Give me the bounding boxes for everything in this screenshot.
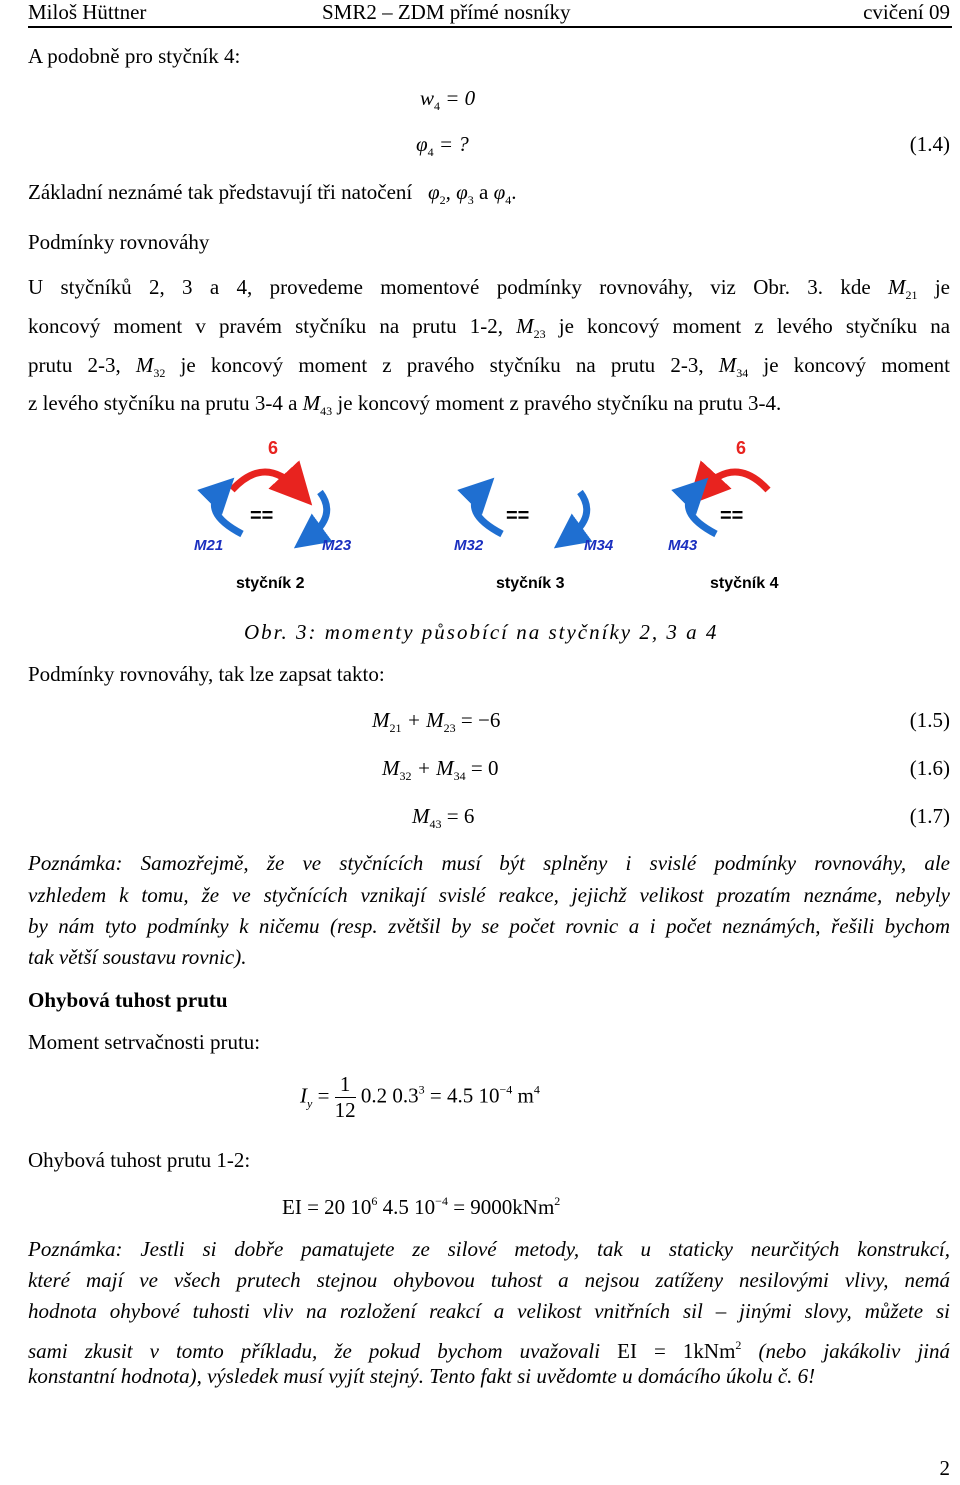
header-exercise: cvičení 09 bbox=[863, 0, 950, 24]
para1-line1: U styčníků 2, 3 a 4, provedeme momentové podmínky rovnováhy, viz Obr. 3. kde $M_{21}$ je bbox=[28, 275, 950, 302]
equals-joint3: == bbox=[506, 505, 530, 527]
joint4-label: styčník 4 bbox=[710, 575, 779, 592]
note1-line2: vzhledem k tomu, že ve styčnících vznikají svislé reakce, jejichž velikost prozatím neznáme, nebyly bbox=[28, 883, 950, 907]
moment-arrow-m32 bbox=[474, 490, 502, 534]
note1-line1: Poznámka: Samozřejmě, že ve styčnících musí být splněny i svislé podmínky rovnováhy, ale bbox=[28, 851, 950, 875]
note2-line3: hodnota ohybové tuhosti vliv na rozložení reakcí a velikost vnitřních sil – jinými slovy, můžete si bbox=[28, 1299, 950, 1323]
para1-line3a: prutu 2-3, bbox=[28, 353, 121, 377]
equilibrium-intro: Podmínky rovnováhy, tak lze zapsat takto: bbox=[28, 662, 385, 686]
unknowns-and: a bbox=[479, 180, 489, 204]
intro-text: A podobně pro styčník 4: bbox=[28, 44, 241, 68]
equation-ei-lhs: EI = 20 10 bbox=[282, 1195, 372, 1219]
equation-number-1-4: (1.4) bbox=[909, 132, 950, 156]
equation-iy-unit: m bbox=[517, 1083, 534, 1108]
load-label-joint2: 6 bbox=[268, 438, 279, 458]
label-m34: M34 bbox=[584, 537, 614, 554]
load-label-joint4: 6 bbox=[736, 438, 747, 458]
moment-arrow-m23 bbox=[308, 492, 327, 538]
equation-1-5: $M_{21} + M_{23} = -6$ bbox=[372, 708, 501, 735]
header-author: Miloš Hüttner bbox=[28, 0, 147, 24]
equation-w4: $w_4 = 0$ bbox=[420, 86, 476, 113]
note2-line4-text: sami zkusit v tomto příkladu, že pokud bychom uvažovali bbox=[28, 1339, 601, 1363]
moment-arrow-m43 bbox=[688, 490, 716, 534]
note2-line5: konstantní hodnota), výsledek musí vyjít stejný. Tento fakt si uvědomte u domácího úkolu č. 6! bbox=[28, 1364, 816, 1388]
note2-line2: které mají ve všech prutech stejnou ohybovou tuhost a nejsou zatíženy nesilovými vlivy, nemá bbox=[28, 1268, 950, 1292]
note1-line4: tak větší soustavu rovnic). bbox=[28, 945, 247, 969]
fraction-numerator: 1 bbox=[335, 1072, 356, 1098]
equals-joint4: == bbox=[720, 505, 744, 527]
moments-figure bbox=[180, 432, 800, 602]
joint3-label: styčník 3 bbox=[496, 575, 565, 592]
para1-line3b: je koncový moment z pravého styčníku na prutu 2-3, bbox=[180, 353, 704, 377]
figure-caption: Obr. 3: momenty působící na styčníky 2, 3 a 4 bbox=[244, 620, 719, 644]
para1-line2: koncový moment v pravém styčníku na prutu 1-2, $M_{23}$ je koncový moment z levého styčníku na bbox=[28, 314, 951, 341]
fraction-1-12 bbox=[335, 1072, 356, 1123]
note2-ei-value: EI = 1kNm bbox=[617, 1339, 736, 1363]
equation-1-7: $M_{43} = 6$ bbox=[412, 804, 475, 831]
moment-arrow-m21 bbox=[214, 490, 242, 534]
heading-stiffness: Ohybová tuhost prutu bbox=[28, 988, 228, 1012]
para1-line4: z levého styčníku na prutu 3-4 a $M_{43}$ je koncový moment z pravého styčníku na prutu 3-4. bbox=[28, 391, 782, 418]
load-arrow-joint2 bbox=[232, 472, 298, 490]
note2-line4-end: (nebo jakákoliv jiná bbox=[758, 1339, 951, 1363]
para1-line2b: je koncový moment z levého styčníku na bbox=[558, 314, 951, 338]
unknowns-line: Základní neznámé tak představují tři natočení $\varphi_2$, $\varphi_3$ a $\varphi_4$. bbox=[28, 180, 517, 207]
joint2-label: styčník 2 bbox=[236, 575, 305, 592]
equation-1-6-rhs: = 0 bbox=[470, 756, 499, 780]
label-m32: M32 bbox=[454, 537, 484, 554]
para1-line4a: z levého styčníku na prutu 3-4 a bbox=[28, 391, 298, 415]
label-m21: M21 bbox=[194, 537, 224, 554]
inertia-label: Moment setrvačnosti prutu: bbox=[28, 1030, 261, 1054]
equation-iy-rhs: 0.2 0.3 bbox=[360, 1083, 419, 1108]
label-m43: M43 bbox=[668, 537, 698, 554]
equation-ei: EI = 20 $10^6$ 4.5 $10^{-4} = 9000kNm^2$ bbox=[282, 1194, 561, 1219]
equation-1-7-rhs: = 6 bbox=[446, 804, 475, 828]
equation-number-1-7: (1.7) bbox=[909, 804, 950, 828]
equation-ei-result: = 9000kNm bbox=[453, 1195, 555, 1219]
unknowns-text: Základní neznámé tak představují tři natočení bbox=[28, 180, 413, 204]
equation-number-1-6: (1.6) bbox=[909, 756, 950, 780]
note2-line1: Poznámka: Jestli si dobře pamatujete ze silové metody, tak u staticky neurčitých konstrukcí, bbox=[28, 1237, 950, 1261]
equation-iy-lhs: I bbox=[300, 1083, 307, 1108]
heading-equilibrium: Podmínky rovnováhy bbox=[28, 230, 210, 254]
para1-line3: prutu 2-3, $M_{32}$ je koncový moment z pravého styčníku na prutu 2-3, $M_{34}$ je koncový moment bbox=[28, 353, 951, 380]
para1-line2a: koncový moment v pravém styčníku na prutu 1-2, bbox=[28, 314, 503, 338]
equation-iy: $I_y$ = $\frac{1}{12}$ 0.2 $0.3^3 = 4.5$ $10^{-4}$ $m^4$ bbox=[300, 1072, 540, 1122]
para1-line1-text: U styčníků 2, 3 a 4, provedeme momentové podmínky rovnováhy, viz Obr. 3. kde bbox=[28, 275, 871, 299]
moment-arrow-m34 bbox=[568, 492, 587, 538]
load-arrow-joint4 bbox=[702, 472, 768, 490]
equation-1-6: $M_{32} + M_{34} = 0$ bbox=[382, 756, 499, 783]
para1-line3c: je koncový moment bbox=[763, 353, 951, 377]
para1-line4b: je koncový moment z pravého styčníku na prutu 3-4. bbox=[337, 391, 782, 415]
page-number: 2 bbox=[939, 1456, 950, 1480]
equation-ei-mid: 4.5 10 bbox=[382, 1195, 436, 1219]
header-course: SMR2 – ZDM přímé nosníky bbox=[322, 0, 571, 24]
equation-phi4: $\varphi_4$ = ? bbox=[416, 132, 469, 159]
para1-line1-end: je bbox=[934, 275, 950, 299]
label-m23: M23 bbox=[322, 537, 352, 554]
note2-line4: sami zkusit v tomto příkladu, že pokud bychom uvažovali EI = 1kNm$^2$ (nebo jakákoliv jiná bbox=[28, 1338, 951, 1363]
equation-iy-result: = 4.5 10 bbox=[429, 1083, 500, 1108]
note1-line3: by nám tyto podmínky k ničemu (resp. zvětšil by se počet rovnic a i počet neznámých, řešili bychom bbox=[28, 914, 950, 938]
equation-number-1-5: (1.5) bbox=[909, 708, 950, 732]
fraction-denominator: 12 bbox=[334, 1098, 356, 1122]
equals-joint2: == bbox=[250, 505, 274, 527]
equation-1-5-rhs: = −6 bbox=[460, 708, 501, 732]
stiffness-label: Ohybová tuhost prutu 1-2: bbox=[28, 1148, 251, 1172]
header-rule bbox=[28, 26, 952, 28]
